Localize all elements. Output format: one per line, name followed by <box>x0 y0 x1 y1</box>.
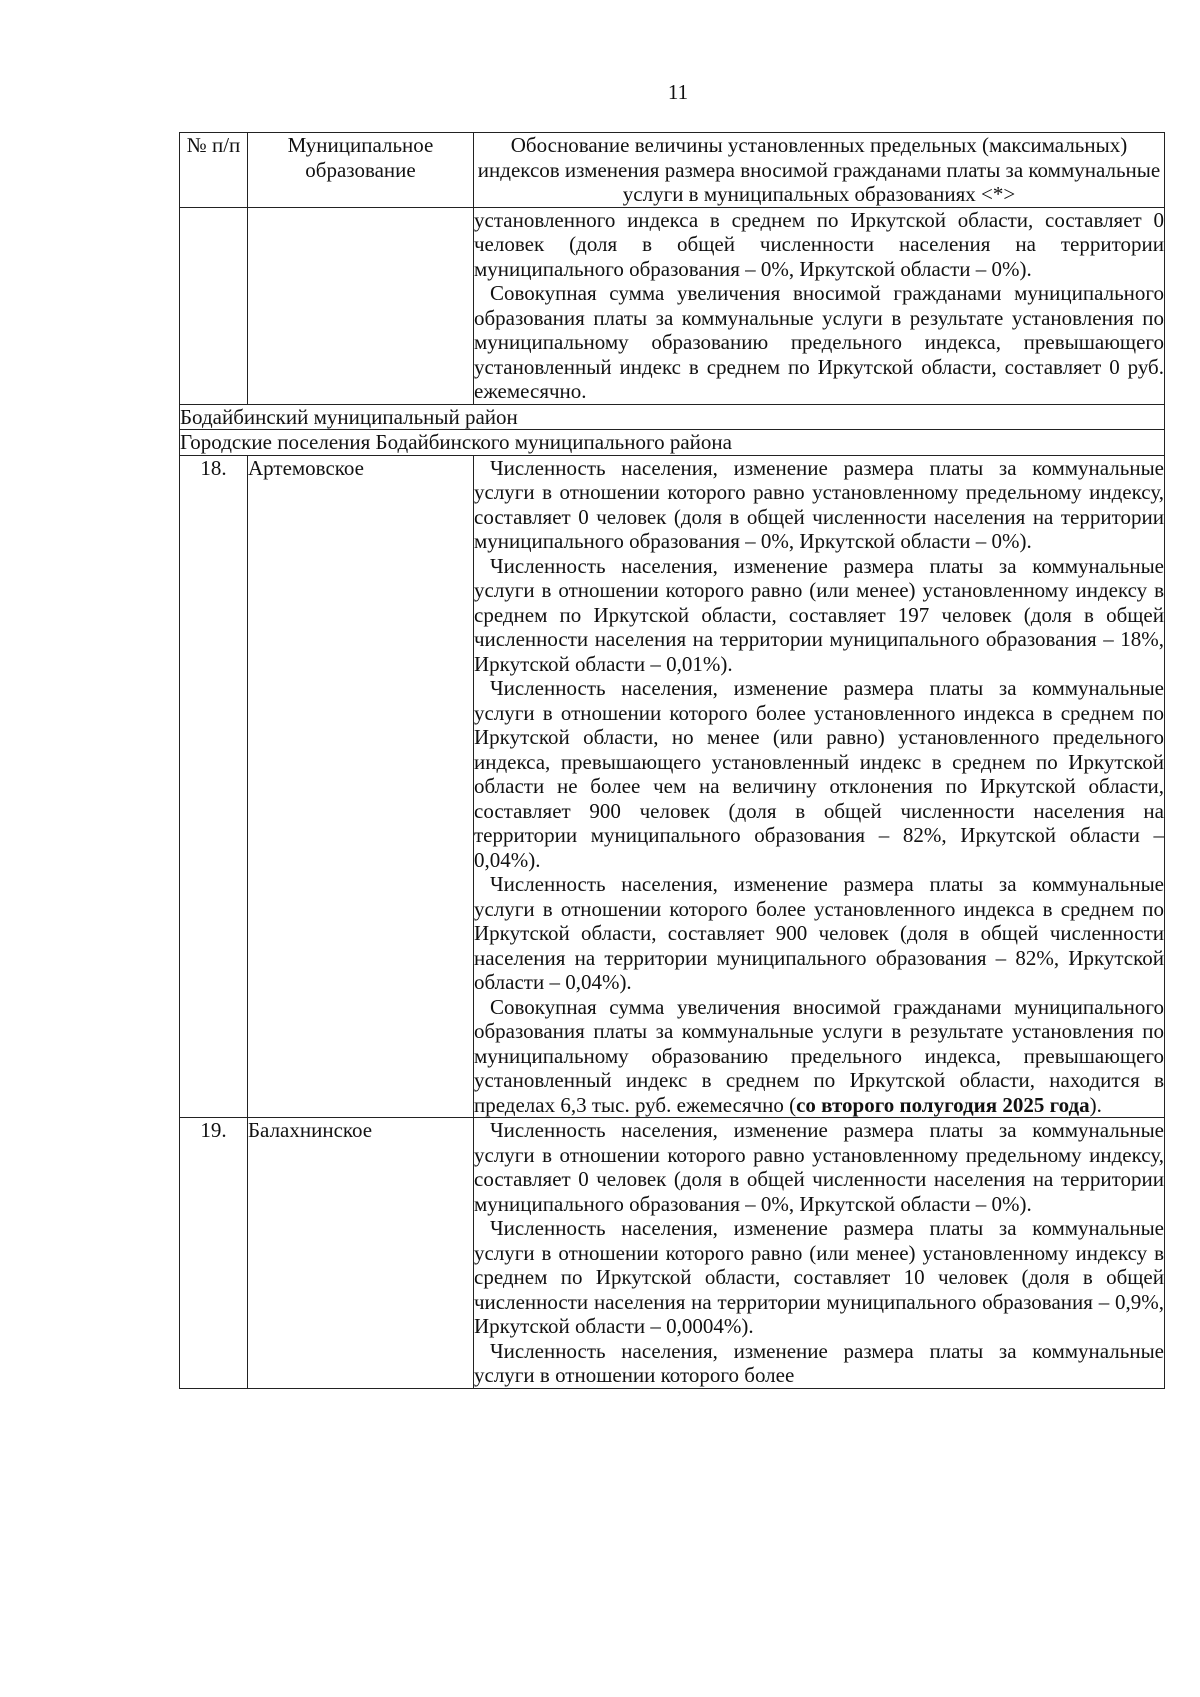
justification-cell <box>474 207 1165 404</box>
paragraph: Численность населения, изменение размера платы за коммунальные услуги в отношении которого более установленного индекса в среднем по Иркутской области, составляет 900 человек (доля в общей численности населения на территории муниципального образования – 82%, Иркутской области – 0,04%). <box>474 872 1164 994</box>
paragraph: Численность населения, изменение размера платы за коммунальные услуги в отношении которого более установленного индекса в среднем по Иркутской области, но менее (или равно) установленного предельного индекса, превышающего установленный индекс в среднем по Иркутской области не более чем на величину отклонения по Иркутской области, составляет 900 человек (доля в общей численности населения на территории муниципального образования – 82%, Иркутской области – 0,04%). <box>474 676 1164 872</box>
row-number: 18. <box>180 455 248 1118</box>
paragraph: Численность населения, изменение размера платы за коммунальные услуги в отношении которого равно (или менее) установленному индексу в среднем по Иркутской области, составляет 197 человек (доля в общей численности населения на территории муниципального образования – 18%, Иркутской области – 0,01%). <box>474 553 1164 676</box>
header-justification: Обоснование величины установленных предельных (максимальных) индексов изменения размера вносимой гражданами платы за коммунальные услуги в муниципальных образованиях <*> <box>474 133 1165 208</box>
paragraph: установленного индекса в среднем по Иркутской области, составляет 0 человек (доля в общей численности населения на территории муниципального образования – 0%, Иркутской области – 0%). <box>474 207 1164 281</box>
total-end: ). <box>1089 1092 1102 1117</box>
paragraph: Совокупная сумма увеличения вносимой гражданами муниципального образования платы за коммунальные услуги в результате установления по муниципальному образованию предельного индекса, превышающего установленный индекс в среднем по Иркутской области, составляет 0 руб. ежемесячно. <box>474 281 1164 403</box>
header-num: № п/п <box>180 133 248 208</box>
municipality-cell-empty <box>248 207 474 404</box>
row-number: 19. <box>180 1118 248 1389</box>
num-cell-empty <box>180 207 248 404</box>
period-bold: со второго полугодия 2025 года <box>796 1092 1090 1117</box>
table-row-continued <box>180 207 1165 404</box>
municipality-name: Балахнинское <box>248 1118 474 1389</box>
table-row <box>180 455 1165 1118</box>
total-text: Совокупная сумма увеличения вносимой гражданами муниципального образования платы за коммунальные услуги в результате установления по муниципальному образованию предельного индекса, превышающего установленный индекс в среднем по Иркутской области, находится в пределах 6,3 тыс. руб. ежемесячно ( <box>474 994 1164 1117</box>
paragraph: Численность населения, изменение размера платы за коммунальные услуги в отношении которого равно установленному предельному индексу, составляет 0 человек (доля в общей численности населения на территории муниципального образования – 0%, Иркутской области – 0%). <box>474 455 1164 553</box>
paragraph: Численность населения, изменение размера платы за коммунальные услуги в отношении которого более <box>474 1338 1164 1387</box>
header-municipality: Муниципальное образование <box>248 133 474 208</box>
page-number: 11 <box>667 80 689 104</box>
indices-table <box>179 132 1165 1389</box>
paragraph-total <box>474 995 1164 1118</box>
table-header-row <box>180 133 1165 208</box>
table-row <box>180 1118 1165 1389</box>
district-row <box>180 404 1165 430</box>
justification-cell <box>474 1118 1165 1389</box>
paragraph: Численность населения, изменение размера платы за коммунальные услуги в отношении которого равно (или менее) установленному индексу в среднем по Иркутской области, составляет 10 человек (доля в общей численности населения на территории муниципального образования – 0,9%, Иркутской области – 0,0004%). <box>474 1216 1164 1338</box>
district-heading: Бодайбинский муниципальный район <box>180 404 1165 430</box>
municipality-name: Артемовское <box>248 455 474 1118</box>
subgroup-heading: Городские поселения Бодайбинского муниципального района <box>180 430 1165 456</box>
subgroup-row <box>180 430 1165 456</box>
justification-cell <box>474 455 1165 1118</box>
paragraph: Численность населения, изменение размера платы за коммунальные услуги в отношении которого равно установленному предельному индексу, составляет 0 человек (доля в общей численности населения на территории муниципального образования – 0%, Иркутской области – 0%). <box>474 1118 1164 1216</box>
